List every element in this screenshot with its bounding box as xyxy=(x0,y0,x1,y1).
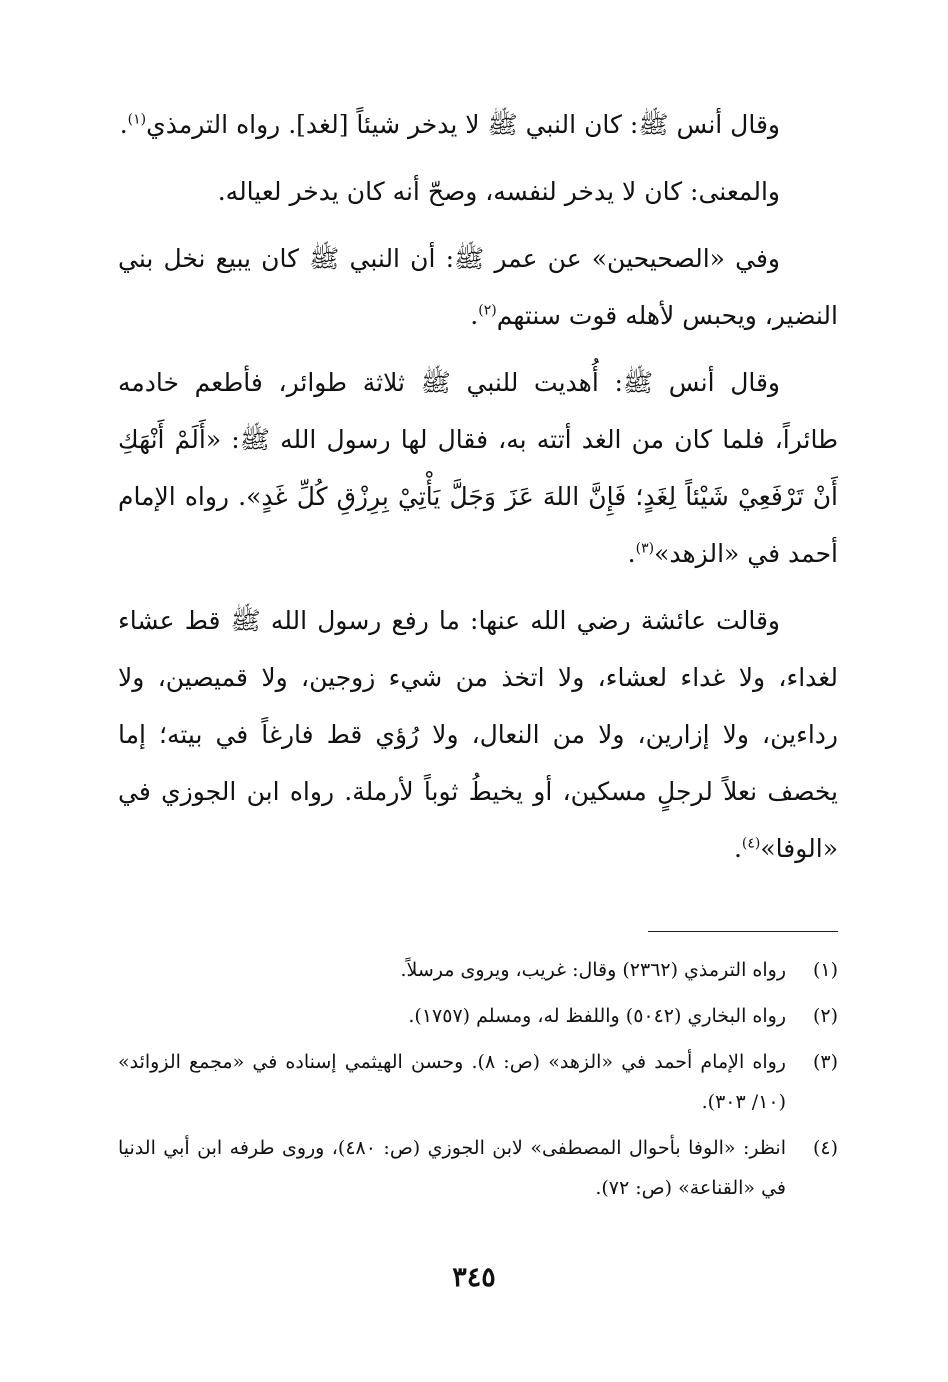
footnote-ref[interactable]: (٢) xyxy=(478,302,497,319)
paragraph xyxy=(118,230,838,344)
footnote-number: (٣) xyxy=(812,1051,838,1073)
paragraph-text: والمعنى: كان لا يدخر لنفسه، وصحّ أنه كان يدخر لعياله. xyxy=(217,177,780,206)
footnote-item xyxy=(118,1042,838,1122)
paragraph xyxy=(118,592,838,877)
footnote-ref[interactable]: (٤) xyxy=(741,835,761,852)
paragraph-end: . xyxy=(119,110,128,139)
paragraph xyxy=(118,163,838,220)
footnotes xyxy=(118,950,838,1208)
footnote-number: (٢) xyxy=(812,1005,838,1027)
footnote-item xyxy=(118,1128,838,1208)
paragraph-end: . xyxy=(733,834,742,863)
paragraph-text: وقال أنس ﷺ: كان النبي ﷺ لا يدخر شيئاً [لغد]. رواه الترمذي xyxy=(146,110,780,139)
paragraph-text: وقالت عائشة رضي الله عنها: ما رفع رسول الله ﷺ قط عشاء لغداء، ولا غداء لعشاء، ولا اتخذ من شيء زوجين، ولا قميصين، ولا رداءين، ولا إزارين، ولا من النعال، ولا رُؤي قط فارغاً في بيته؛ إما يخصف نعلاً لرجلٍ مسكين، أو يخيطُ ثوباً لأرملة. رواه ابن الجوزي في «الوفا» xyxy=(118,606,838,863)
paragraph-end: . xyxy=(470,301,479,330)
footnote-number: (١) xyxy=(812,959,838,981)
footnote-text: رواه الترمذي (٢٣٦٢) وقال: غريب، ويروى مرسلاً. xyxy=(400,959,786,981)
paragraph xyxy=(118,96,838,153)
footnote-ref[interactable]: (١) xyxy=(127,111,147,128)
footnote-text: انظر: «الوفا بأحوال المصطفى» لابن الجوزي (ص: ٤٨٠)، وروى طرفه ابن أبي الدنيا في «القناعة» (ص: ٧٢). xyxy=(118,1137,786,1199)
page-number: ٣٤٥ xyxy=(452,1262,496,1293)
footnote-item xyxy=(118,950,838,990)
footnote-item xyxy=(118,996,838,1036)
footnote-text: رواه الإمام أحمد في «الزهد» (ص: ٨). وحسن الهيثمي إسناده في «مجمع الزوائد» (١٠/ ٣٠٣). xyxy=(118,1051,786,1113)
footnote-text: رواه البخاري (٥٠٤٢) واللفظ له، ومسلم (١٧٥٧). xyxy=(408,1005,786,1027)
paragraph xyxy=(118,354,838,582)
footnote-number: (٤) xyxy=(812,1137,838,1159)
paragraph-text: وفي «الصحيحين» عن عمر ﷺ: أن النبي ﷺ كان يبيع نخل بني النضير، ويحبس لأهله قوت سنتهم xyxy=(118,244,838,330)
footnote-divider xyxy=(648,931,838,932)
main-text xyxy=(118,96,838,877)
footnote-ref[interactable]: (٣) xyxy=(635,540,655,557)
paragraph-text: وقال أنس ﷺ: أُهديت للنبي ﷺ ثلاثة طوائر، فأطعم خادمه طائراً، فلما كان من الغد أتته به، فقال لها رسول الله ﷺ: «أَلَمْ أَنْهَكِ أَنْ تَرْفَعِيْ شَيْئاً لِغَدٍ؛ فَإِنَّ اللهَ عَزَ وَجَلَّ يَأْتِيْ بِرِزْقِ كُلِّ غَدٍ». رواه الإمام أحمد في «الزهد» xyxy=(118,368,838,568)
paragraph-end: . xyxy=(627,539,636,568)
